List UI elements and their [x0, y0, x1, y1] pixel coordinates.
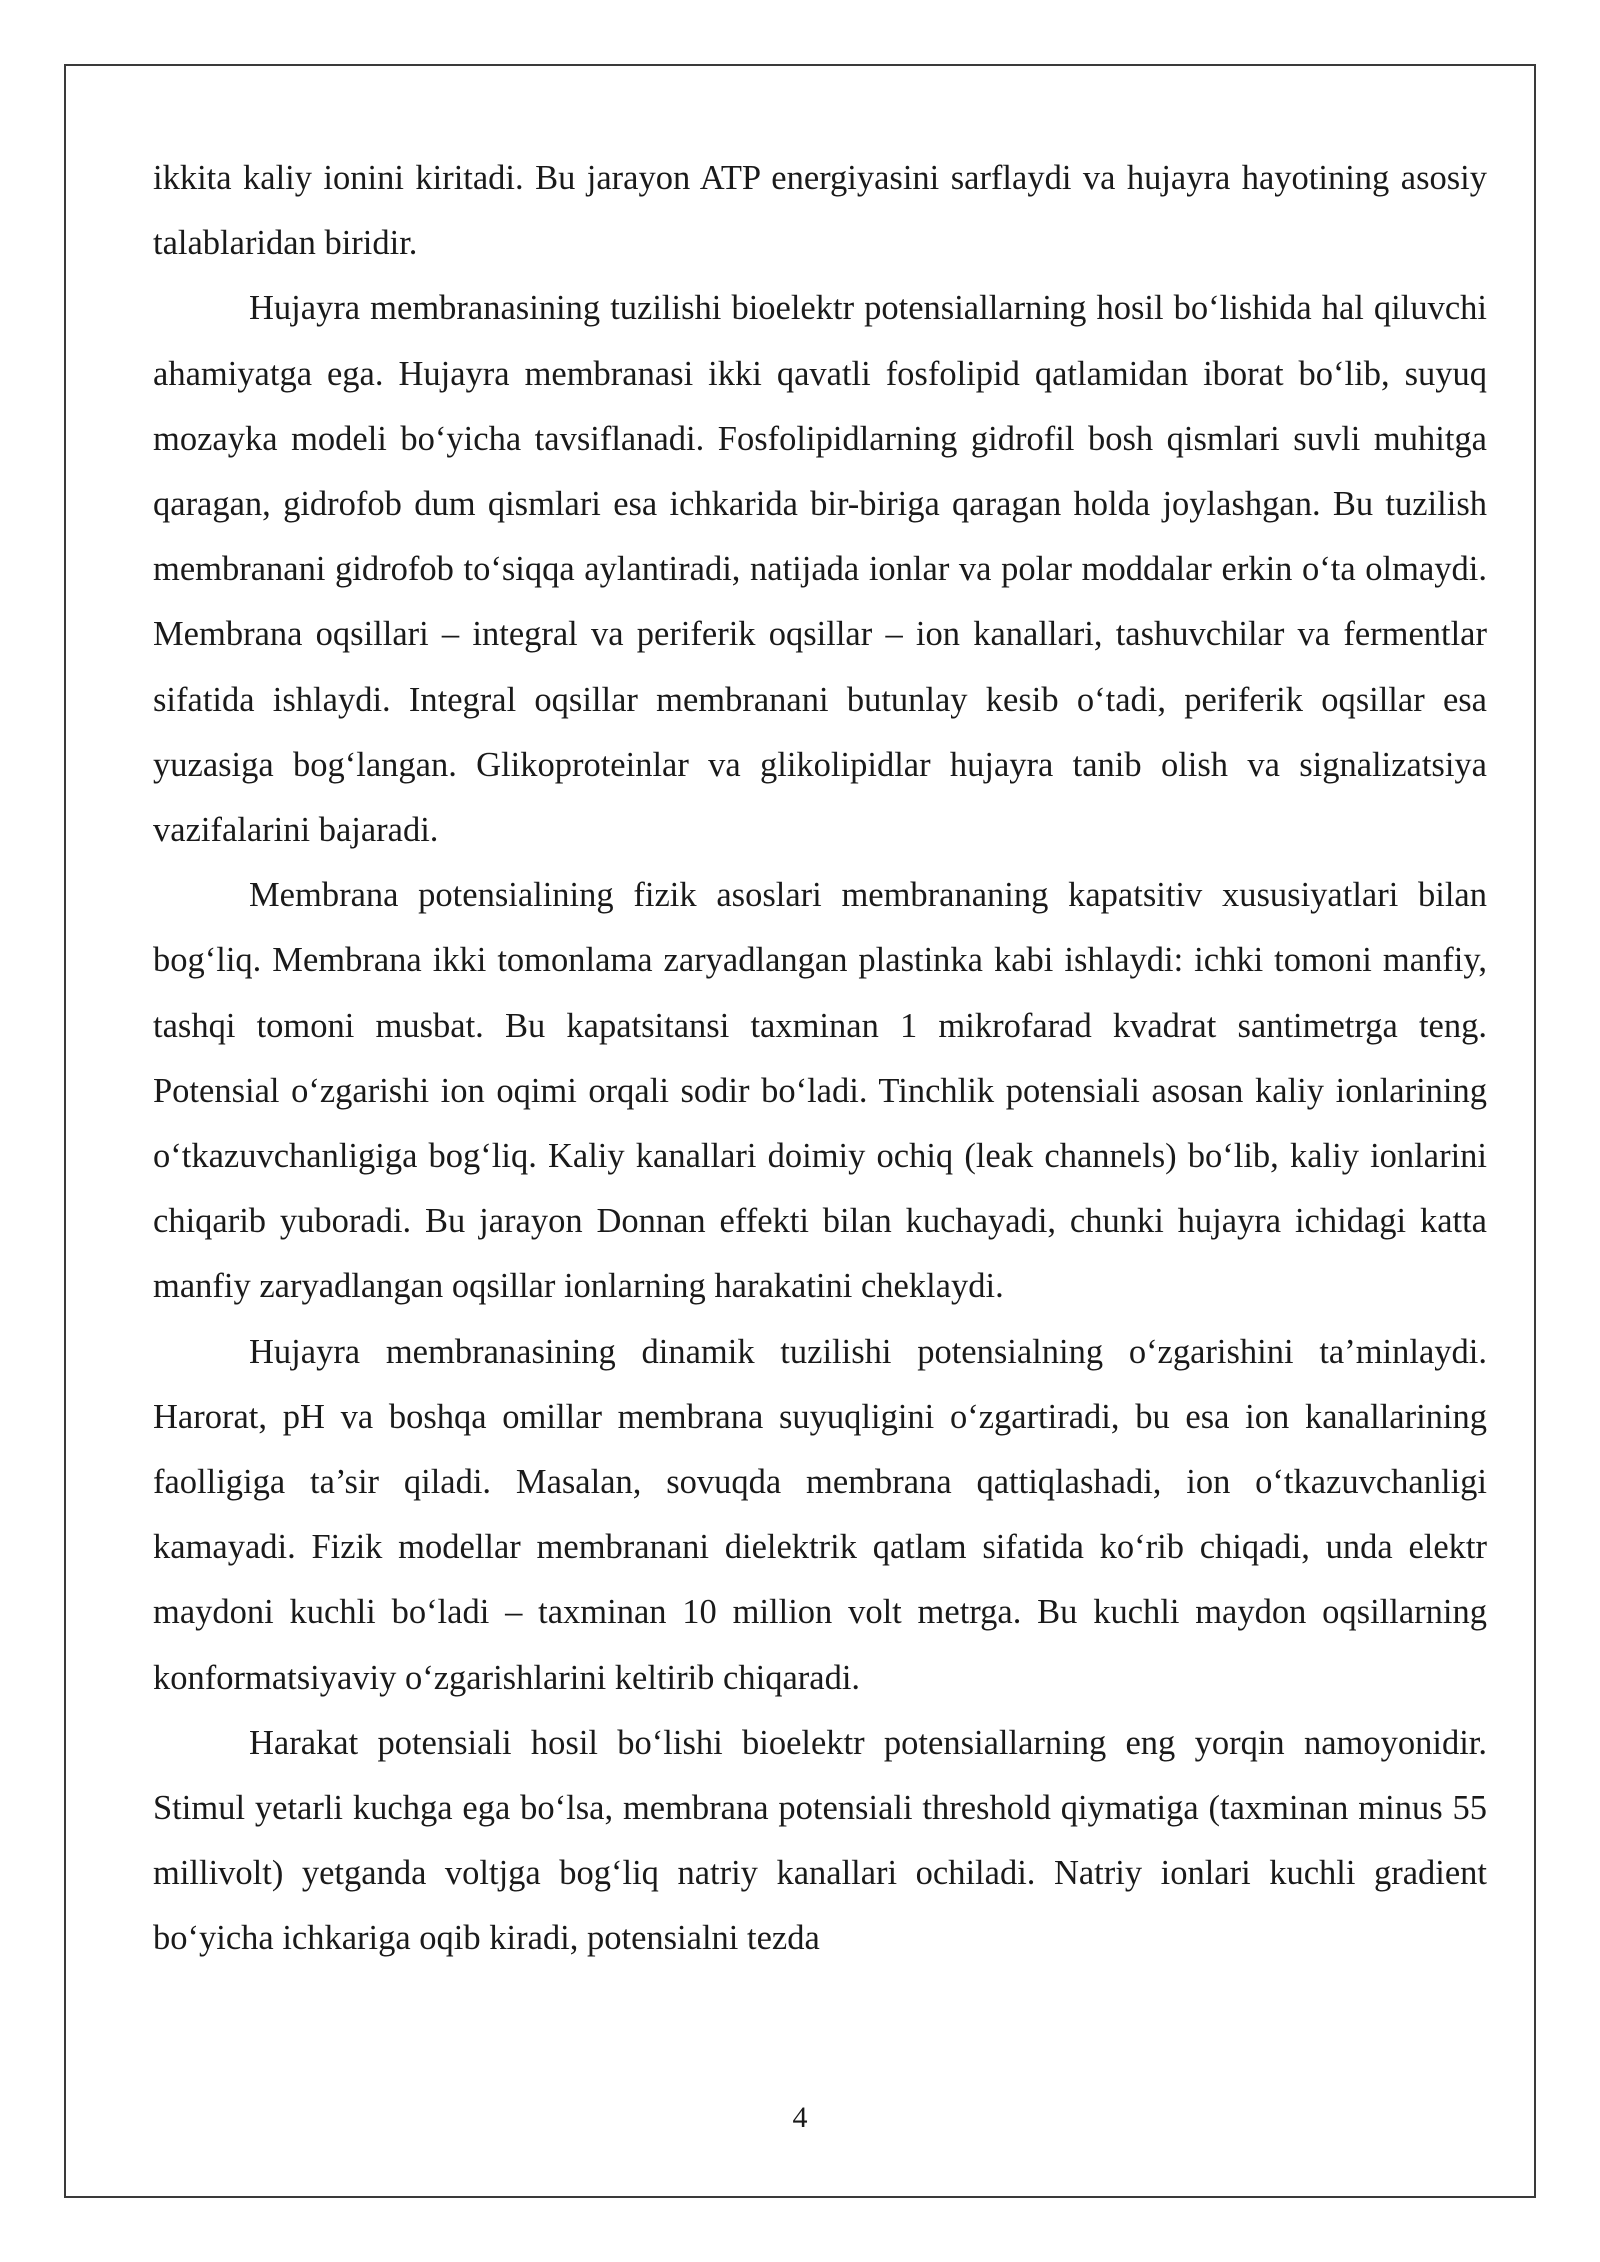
page-number: 4	[792, 2101, 808, 2134]
paragraph-membrane-dynamics: Hujayra membranasining dinamik tuzilishi potensialning o‘zgarishini ta’minlaydi. Harorat, pH va boshqa omillar membrana suyuqligini o‘zgartiradi, bu esa ion kanallarining faolligiga ta’sir qiladi. Masalan, sovuqda membrana qattiqlashadi, ion o‘tkazuvchanligi kamayadi. Fizik modellar membranani dielektrik qatlam sifatida ko‘rib chiqadi, unda elektr maydoni kuchli bo‘ladi – taxminan 10 million volt metrga. Bu kuchli maydon oqsillarning konformatsiyaviy o‘zgarishlarini keltirib chiqaradi.	[153, 1332, 1487, 1697]
paragraph-membrane-physics: Membrana potensialining fizik asoslari membrananing kapatsitiv xususiyatlari bilan bog‘liq. Membrana ikki tomonlama zaryadlangan plastinka kabi ishlaydi: ichki tomoni manfiy, tashqi tomoni musbat. Bu kapatsitansi taxminan 1 mikrofarad kvadrat santimetrga teng. Potensial o‘zgarishi ion oqimi orqali sodir bo‘ladi. Tinchlik potensiali asosan kaliy ionlarining o‘tkazuvchanligiga bog‘liq. Kaliy kanallari doimiy ochiq (leak channels) bo‘lib, kaliy ionlarini chiqarib yuboradi. Bu jarayon Donnan effekti bilan kuchayadi, chunki hujayra ichidagi katta manfiy zaryadlangan oqsillar ionlarning harakatini cheklaydi.	[153, 876, 1487, 1306]
paragraph-continued: ikkita kaliy ionini kiritadi. Bu jarayon ATP energiyasini sarflaydi va hujayra hayotining asosiy talablaridan biridir.	[153, 159, 1487, 263]
paragraph-action-potential: Harakat potensiali hosil bo‘lishi bioelektr potensiallarning eng yorqin namoyonidir. Stimul yetarli kuchga ega bo‘lsa, membrana potensiali threshold qiymatiga (taxminan minus 55 millivolt) yetganda voltjga bog‘liq natriy kanallari ochiladi. Natriy ionlari kuchli gradient bo‘yicha ichkariga oqib kiradi, potensialni tezda	[153, 1723, 1487, 1958]
paragraph-membrane-structure: Hujayra membranasining tuzilishi bioelektr potensiallarning hosil bo‘lishida hal qiluvchi ahamiyatga ega. Hujayra membranasi ikki qavatli fosfolipid qatlamidan iborat bo‘lib, suyuq mozayka modeli bo‘yicha tavsiflanadi. Fosfolipidlarning gidrofil bosh qismlari suvli muhitga qaragan, gidrofob dum qismlari esa ichkarida bir-biriga qaragan holda joylashgan. Bu tuzilish membranani gidrofob to‘siqqa aylantiradi, natijada ionlar va polar moddalar erkin o‘ta olmaydi. Membrana oqsillari – integral va periferik oqsillar – ion kanallari, tashuvchilar va fermentlar sifatida ishlaydi. Integral oqsillar membranani butunlay kesib o‘tadi, periferik oqsillar esa yuzasiga bog‘langan. Glikoproteinlar va glikolipidlar hujayra tanib olish va signalizatsiya vazifalarini bajaradi.	[153, 289, 1487, 850]
document-body	[153, 146, 1487, 1972]
